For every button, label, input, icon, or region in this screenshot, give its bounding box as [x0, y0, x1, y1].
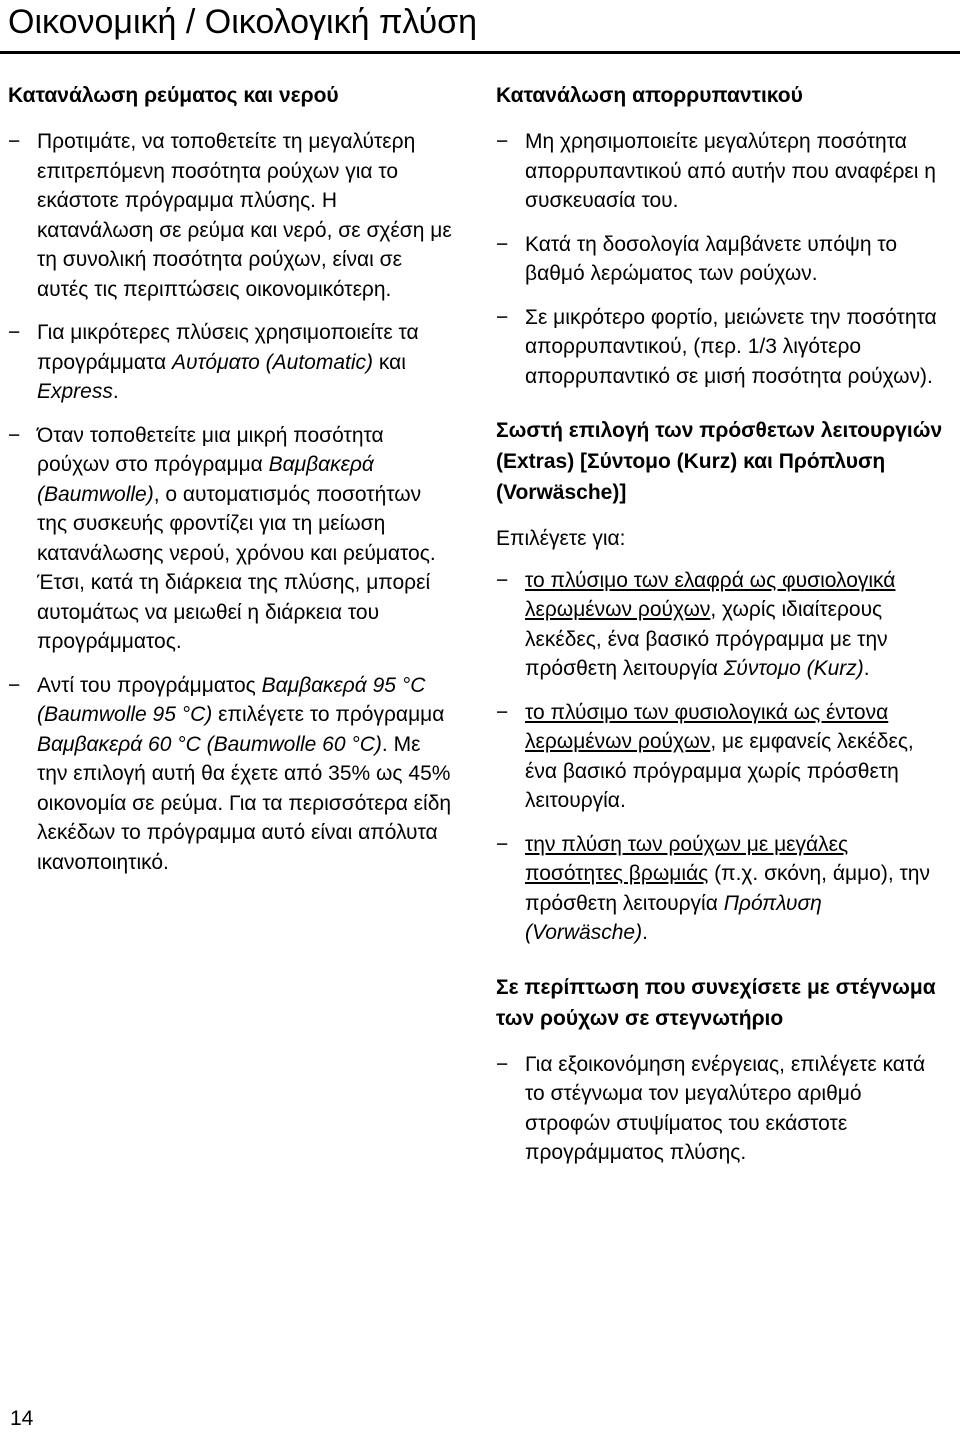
dash-marker: −	[496, 130, 509, 153]
section-heading-detergent: Κατανάλωση απορρυπαντικού	[496, 84, 803, 107]
dash-marker: −	[496, 568, 509, 592]
underlined-phrase: την πλύση των ρούχων με μεγάλες ποσότητες βρωμιάς	[525, 832, 849, 885]
section-heading-dryer: Σε περίπτωση που συνεχίσετε με στέγνωμα των ρούχων σε στεγνωτήριο	[496, 975, 936, 1030]
power-water-list	[8, 127, 456, 877]
program-name: Βαμβακερά (Baumwolle)	[37, 453, 374, 506]
list-item	[496, 127, 948, 216]
option-name: Σύντομο (Kurz)	[723, 657, 864, 680]
list-item-text: Όταν τοποθετείτε μια μικρή ποσότητα ρούχων στο πρόγραμμα	[37, 423, 384, 476]
option-name: Πρόπλυση (Vorwäsche)	[525, 891, 822, 944]
list-item-text: (π.χ. σκόνη, άμμο), την πρόσθετη λειτουργία	[525, 862, 930, 915]
section-heading-power-water: Κατανάλωση ρεύματος και νερού	[8, 84, 339, 107]
list-item-text: , χωρίς ιδιαίτερους λεκέδες, ένα βασικό πρόγραμμα με την πρόσθετη λειτουργία	[525, 598, 888, 680]
list-item-text: επιλέγετε το πρόγραμμα	[212, 703, 445, 726]
dash-marker: −	[496, 1052, 509, 1076]
dash-marker: −	[8, 423, 21, 447]
list-item	[496, 830, 948, 948]
list-item-text: Σε μικρότερο φορτίο, μειώνετε την ποσότητα απορρυπαντικού, (περ. 1/3 λιγότερο απορρυπαντικό σε μισή ποσότητα ρούχων).	[525, 305, 937, 388]
dash-marker: −	[8, 130, 21, 153]
list-item-text: Μη χρησιμοποιείτε μεγαλύτερη ποσότητα απορρυπαντικού από αυτήν που αναφέρει η συσκευασία του.	[525, 130, 936, 212]
list-item	[8, 421, 456, 657]
right-column	[496, 80, 948, 1182]
dash-marker: −	[8, 673, 21, 697]
underlined-phrase: το πλύσιμο των ελαφρά ως φυσιολογικά λερωμένων ρούχων	[525, 568, 896, 621]
list-item-text: Προτιμάτε, να τοποθετείτε τη μεγαλύτερη επιτρεπόμενη ποσότητα ρούχων για το εκάστοτε πρόγραμμα πλύσης. Η κατανάλωση σε ρεύμα και νερό, σε σχέση με τη συνολική ποσότητα ρούχων, είναι σε αυτές τις περιπτώσεις οικονομικότερη.	[37, 130, 452, 301]
list-item	[496, 566, 948, 684]
dash-marker: −	[8, 321, 21, 344]
list-item	[496, 303, 948, 392]
list-item-text: . Με την επιλογή αυτή θα έχετε από 35% ως 45% οικονομία σε ρεύμα. Για τα περισσότερα είδη λεκέδων το πρόγραμμα αυτό είναι απόλυτα ικανοποιητικό.	[37, 732, 452, 874]
program-name: Αυτόματο (Automatic)	[172, 350, 374, 374]
underlined-phrase: το πλύσιμο των φυσιολογικά ως έντονα λερωμένων ρούχων	[525, 700, 889, 753]
list-item-text: , με εμφανείς λεκέδες, ένα βασικό πρόγραμμα χωρίς πρόσθετη λειτουργία.	[525, 730, 914, 812]
extras-list	[496, 566, 948, 948]
section-heading-extras: Σωστή επιλογή των πρόσθετων λειτουργιών (Extras) [Σύντομο (Kurz) και Πρόπλυση (Vorwäsche)]	[496, 419, 943, 504]
extras-intro: Επιλέγετε για:	[496, 527, 626, 550]
program-name: Βαμβακερά 95 °C (Baumwolle 95 °C)	[37, 673, 426, 726]
detergent-list	[496, 127, 948, 391]
list-item-text: .	[863, 657, 870, 680]
list-item	[8, 127, 456, 304]
left-column	[8, 80, 456, 891]
page-number: 14	[10, 1407, 34, 1430]
list-item	[8, 671, 456, 878]
dash-marker: −	[496, 832, 509, 856]
dash-marker: −	[496, 305, 509, 329]
dryer-list	[496, 1050, 948, 1168]
list-item	[496, 698, 948, 816]
dash-marker: −	[496, 232, 509, 256]
program-name: Βαμβακερά 60 °C (Baumwolle 60 °C)	[37, 732, 382, 756]
list-item-text: και	[373, 350, 406, 374]
list-item-text: Για μικρότερες πλύσεις χρησιμοποιείτε τα προγράμματα	[37, 321, 419, 374]
list-item-text: Για εξοικονόμηση ενέργειας, επιλέγετε κατά το στέγνωμα τον μεγαλύτερο αριθμό στροφών στυψίματος του εκάστοτε προγράμματος πλύσης.	[525, 1052, 926, 1164]
page-title: Οικονομική / Οικολογική πλύση	[8, 3, 478, 41]
list-item	[496, 230, 948, 289]
list-item-text: Αντί του προγράμματος	[37, 673, 262, 697]
title-divider	[0, 51, 960, 54]
list-item-text: , ο αυτοματισμός ποσοτήτων της συσκευής φροντίζει για τη μείωση κατανάλωσης νερού, χρόνου και ρεύματος. Έτσι, κατά τη διάρκεια της πλύσης, μπορεί αυτομάτως να μειωθεί η διάρκεια του προγράμματος.	[37, 482, 436, 653]
list-item-text: .	[642, 921, 648, 944]
dash-marker: −	[496, 700, 509, 724]
list-item	[8, 318, 456, 407]
list-item-text: .	[112, 380, 119, 403]
program-name: Express	[37, 380, 113, 403]
list-item-text: Κατά τη δοσολογία λαμβάνετε υπόψη το βαθμό λερώματος των ρούχων.	[525, 232, 898, 285]
list-item	[496, 1050, 948, 1168]
